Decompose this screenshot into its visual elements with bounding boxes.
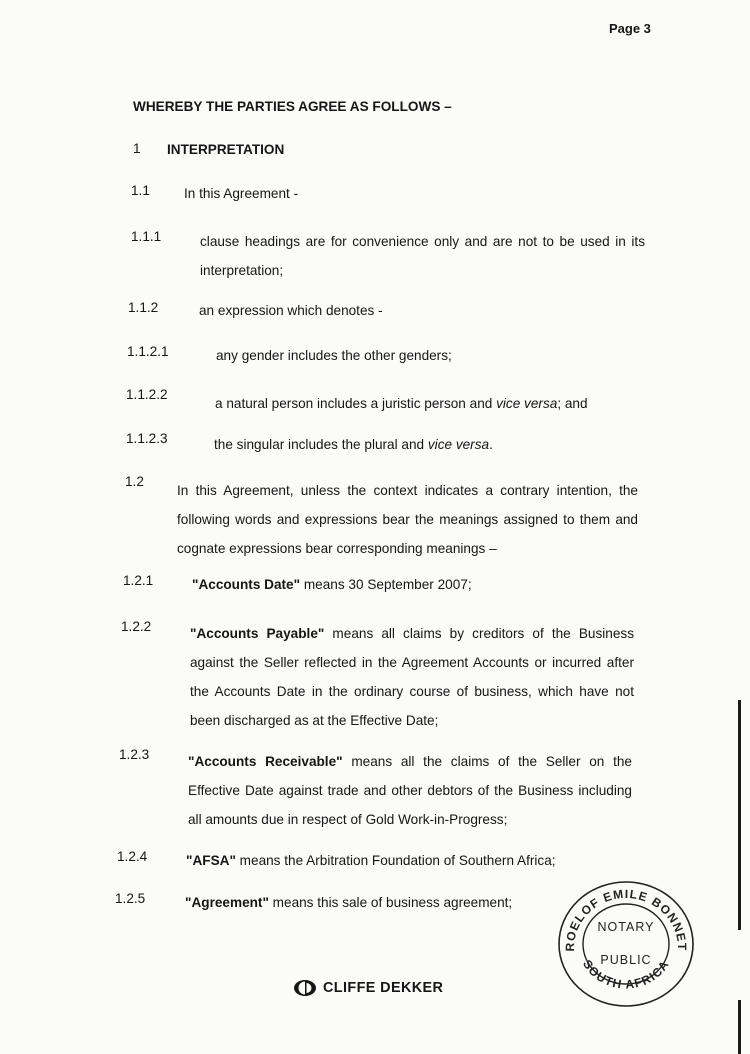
clause-text: In this Agreement, unless the context indicates a contrary intention, the following words and expressions bear the meanings assigned to them and cognate expressions bear corresponding meanings – <box>177 483 638 556</box>
clause-text <box>214 437 493 452</box>
clause-number: 1.1.2 <box>128 300 159 315</box>
clause-text-part: a natural person includes a juristic person and <box>215 396 497 411</box>
section-title: INTERPRETATION <box>167 142 285 157</box>
definition-number: 1.2.5 <box>115 891 146 906</box>
cliffe-dekker-logo-icon <box>293 979 317 997</box>
clause-number: 1.1 <box>131 183 150 198</box>
clause-number: 1.1.2.1 <box>127 344 169 359</box>
definition <box>190 619 634 735</box>
clause-number: 1.1.2.3 <box>126 431 168 446</box>
clause-number: 1.1.2.2 <box>126 387 168 402</box>
stamp-country: SOUTH AFRICA <box>579 957 673 992</box>
definition-number: 1.2.3 <box>119 747 150 762</box>
clause-number: 1.2 <box>125 474 144 489</box>
clause-text-italic: vice versa <box>427 437 490 452</box>
definition-text: means this sale of business agreement; <box>268 895 513 910</box>
agreement-heading: WHEREBY THE PARTIES AGREE AS FOLLOWS – <box>133 99 452 114</box>
stamp-line-2: PUBLIC <box>600 953 652 967</box>
page-edge-line <box>738 1000 741 1054</box>
definition-term: "Accounts Payable" <box>190 626 325 641</box>
definition-text: means 30 September 2007; <box>300 577 472 592</box>
notary-stamp <box>556 878 696 1010</box>
definition-text: means all claims by creditors of the Business against the Seller reflected in the Agreement Accounts or incurred after the Accounts Date in the ordinary course of business, which have not been discharged as at the Effective Date; <box>190 626 634 728</box>
page-edge-line <box>738 700 741 930</box>
definition-number: 1.2.4 <box>117 849 148 864</box>
definition <box>185 895 512 910</box>
definition-term: "AFSA" <box>186 853 236 868</box>
definition-term: "Accounts Date" <box>192 577 301 592</box>
definition <box>186 853 556 868</box>
section-number: 1 <box>133 141 141 156</box>
page-number: Page 3 <box>609 21 651 36</box>
clause-text: any gender includes the other genders; <box>216 348 452 363</box>
clause-number: 1.1.1 <box>131 229 162 244</box>
definition-text: means all the claims of the Seller on the Effective Date against trade and other debtors of the Business including all amounts due in respect of Gold Work-in-Progress; <box>188 754 632 827</box>
definition-term: "Agreement" <box>185 895 269 910</box>
clause-text: clause headings are for convenience only and are not to be used in its interpretation; <box>200 234 645 278</box>
definition-term: "Accounts Receivable" <box>188 754 343 769</box>
clause-text: an expression which denotes - <box>199 303 383 318</box>
definition-number: 1.2.1 <box>123 573 154 588</box>
clause-text-part: ; and <box>557 396 588 411</box>
definition <box>192 577 472 592</box>
footer-logo <box>293 979 443 997</box>
clause-text-part: . <box>489 437 493 452</box>
definition <box>188 747 632 834</box>
clause-text-part: the singular includes the plural and <box>214 437 428 452</box>
definition-number: 1.2.2 <box>121 619 152 634</box>
footer-brand: CLIFFE DEKKER <box>323 980 444 996</box>
clause-text <box>215 396 588 411</box>
clause-text-italic: vice versa <box>496 396 558 411</box>
definition-text: means the Arbitration Foundation of Southern Africa; <box>235 853 556 868</box>
stamp-name: ROELOF EMILE BONNET <box>562 886 690 952</box>
stamp-line-1: NOTARY <box>597 920 655 934</box>
clause-text: In this Agreement - <box>184 186 299 201</box>
